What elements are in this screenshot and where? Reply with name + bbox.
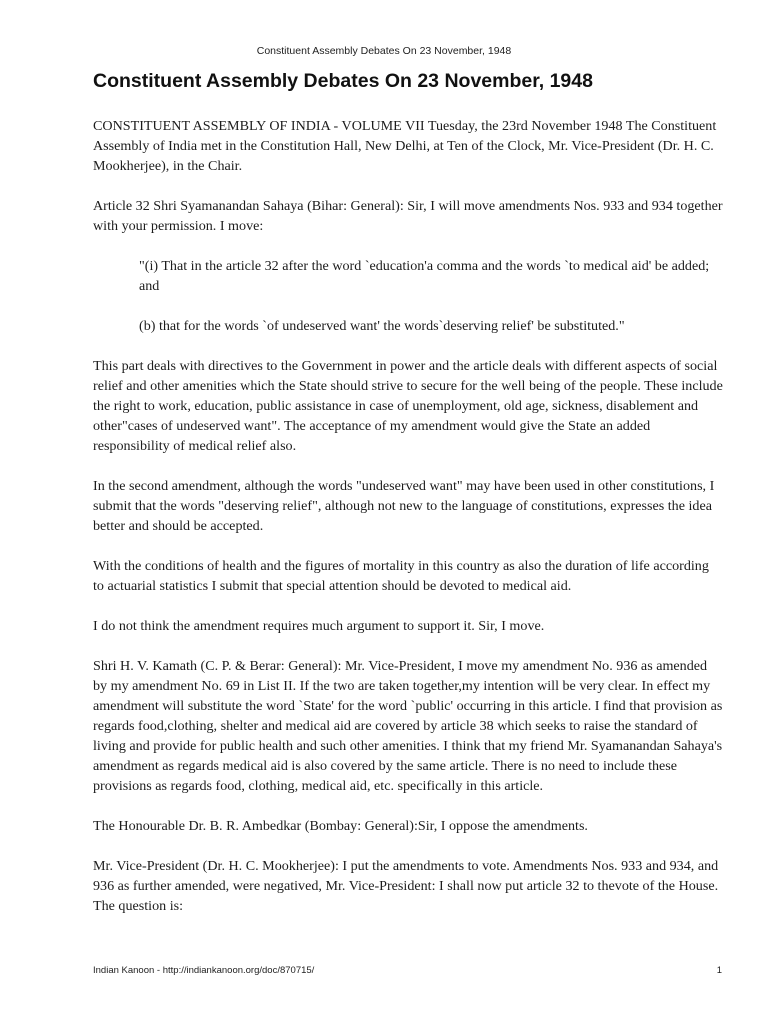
document-title: Constituent Assembly Debates On 23 November, 1948 [93, 70, 593, 92]
footer-source: Indian Kanoon - http://indiankanoon.org/doc/870715/ [93, 965, 315, 976]
paragraph-kamath: Shri H. V. Kamath (C. P. & Berar: General): Mr. Vice-President, I move my amendment No. 936 as amended by my amendment No. 69 in List II. If the two are taken together,my intention will be very clear. In effect my amendment will substitute the word `State' for the word `public' occurring in this article. I find that provision as regards food,clothing, shelter and medical aid are covered by article 38 which seeks to raise the standard of living and provide for public health and such other amenities. I think that my friend Mr. Syamanandan Sahaya's amendment as regards medical aid is also covered by the same article. There is no need to include these provisions as regards food, clothing, medical aid, etc. specifically in this article. [93, 658, 723, 794]
paragraph-article-32-motion: Article 32 Shri Syamanandan Sahaya (Bihar: General): Sir, I will move amendments Nos. 933 and 934 together with your permission. I move: [93, 198, 723, 234]
paragraph-second-amendment: In the second amendment, although the words "undeserved want" may have been used in other constitutions, I submit that the words "deserving relief", although not new to the language of constitutions, expresses the idea better and should be accepted. [93, 478, 715, 534]
document-body [93, 116, 723, 936]
running-header: Constituent Assembly Debates On 23 November, 1948 [256, 45, 512, 57]
page-number: 1 [716, 965, 722, 976]
paragraph-health-conditions: With the conditions of health and the figures of mortality in this country as also the duration of life according to actuarial statistics I submit that special attention should be devoted to medical aid. [93, 558, 709, 594]
paragraph-vote: Mr. Vice-President (Dr. H. C. Mookherjee): I put the amendments to vote. Amendments Nos. 933 and 934, and 936 as further amended, were negatived, Mr. Vice-President: I shall now put article 32 to thevote of the House. The question is: [93, 858, 719, 914]
quoted-amendment-b: (b) that for the words `of undeserved want' the words`deserving relief' be substituted." [139, 318, 625, 334]
quoted-amendment-i: "(i) That in the article 32 after the word `education'a comma and the words `to medical aid' be added; and [139, 258, 710, 294]
paragraph-move: I do not think the amendment requires much argument to support it. Sir, I move. [93, 618, 545, 634]
paragraph-ambedkar: The Honourable Dr. B. R. Ambedkar (Bombay: General):Sir, I oppose the amendments. [93, 818, 588, 834]
paragraph-session-intro: CONSTITUENT ASSEMBLY OF INDIA - VOLUME VII Tuesday, the 23rd November 1948 The Constituent Assembly of India met in the Constitution Hall, New Delhi, at Ten of the Clock, Mr. Vice-President (Dr. H. C. Mookherjee), in the Chair. [93, 118, 717, 174]
paragraph-directives: This part deals with directives to the Government in power and the article deals with different aspects of social relief and other amenities which the State should strive to secure for the well being of the people. These include the right to work, education, public assistance in case of unemployment, old age, sickness, disablement and other"cases of undeserved want". The acceptance of my amendment would give the State an added responsibility of medical relief also. [93, 358, 723, 454]
